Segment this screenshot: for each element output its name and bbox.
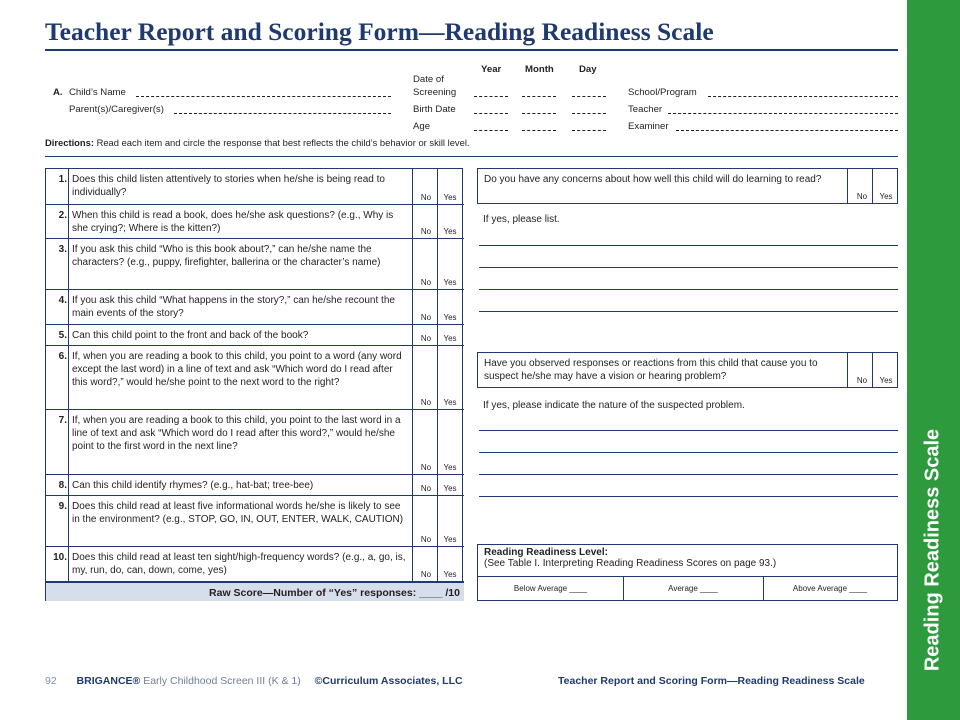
readiness-divider bbox=[478, 576, 897, 577]
title-rule bbox=[45, 49, 898, 51]
product-name: Early Childhood Screen III (K & 1) bbox=[140, 675, 301, 687]
write-line[interactable] bbox=[479, 267, 898, 268]
question-number: 6. bbox=[58, 351, 67, 362]
birth-month-field[interactable] bbox=[522, 113, 556, 114]
question-row bbox=[46, 496, 464, 547]
concern-vision-question: Have you observed responses or reactions from this child that cause you to suspect he/she may have a vision or hearing problem? bbox=[484, 358, 818, 382]
teacher-label: Teacher bbox=[628, 104, 663, 115]
age-month-field[interactable] bbox=[522, 130, 556, 131]
col-month: Month bbox=[525, 64, 554, 75]
answer-yes[interactable]: Yes bbox=[443, 334, 457, 343]
answer-no[interactable]: No bbox=[856, 376, 868, 385]
answer-no[interactable]: No bbox=[420, 463, 432, 472]
write-line[interactable] bbox=[479, 430, 898, 431]
answer-no[interactable]: No bbox=[420, 535, 432, 544]
answer-no[interactable]: No bbox=[420, 334, 432, 343]
childs-name-field[interactable] bbox=[136, 96, 391, 97]
answer-yes[interactable]: Yes bbox=[443, 484, 457, 493]
raw-score-band bbox=[46, 582, 464, 601]
question-row bbox=[46, 239, 464, 290]
parent-label: Parent(s)/Caregiver(s) bbox=[69, 104, 164, 115]
below-average-option[interactable]: Below Average ____ bbox=[513, 584, 588, 593]
write-line[interactable] bbox=[479, 311, 898, 312]
birth-day-field[interactable] bbox=[572, 113, 606, 114]
question-text: When this child is read a book, does he/she ask questions? (e.g., Why is she crying?; Where is the kitten?) bbox=[72, 210, 394, 234]
above-average-option[interactable]: Above Average ____ bbox=[792, 584, 868, 593]
examiner-label: Examiner bbox=[628, 121, 669, 132]
question-text: Does this child listen attentively to stories when he/she is being read to individually? bbox=[72, 174, 385, 198]
directions-label: Directions: bbox=[45, 137, 94, 148]
readiness-note: (See Table I. Interpreting Reading Readiness Scores on page 93.) bbox=[484, 558, 777, 569]
concern-no-divider bbox=[847, 169, 848, 203]
age-label: Age bbox=[413, 121, 431, 132]
question-text: Does this child read at least ten sight/high-frequency words? (e.g., a, go, is, my, run, do, can, down, come, yes) bbox=[72, 552, 406, 576]
answer-no[interactable]: No bbox=[420, 570, 432, 579]
question-row bbox=[46, 346, 464, 410]
raw-score-label[interactable]: Raw Score—Number of “Yes” responses: ____ /10 bbox=[209, 587, 460, 599]
age-day-field[interactable] bbox=[572, 130, 606, 131]
question-text: If, when you are reading a book to this child, you point to a word (any word except the last word) in a line of text and ask “Which word do I read after this word?,” would he/she point to the next word to the right? bbox=[72, 351, 402, 388]
screening-year-field[interactable] bbox=[474, 96, 508, 97]
parent-field[interactable] bbox=[174, 113, 391, 114]
write-line[interactable] bbox=[479, 496, 898, 497]
write-line[interactable] bbox=[479, 289, 898, 290]
questions-table bbox=[45, 168, 463, 601]
write-line[interactable] bbox=[479, 474, 898, 475]
section-letter: A. bbox=[53, 87, 63, 98]
question-number: 1. bbox=[58, 174, 67, 185]
concern-no-divider bbox=[847, 353, 848, 387]
question-text: If you ask this child “What happens in the story?,” can he/she recount the main events of the story? bbox=[72, 295, 395, 319]
write-line[interactable] bbox=[479, 452, 898, 453]
answer-no[interactable]: No bbox=[856, 192, 868, 201]
answer-yes[interactable]: Yes bbox=[443, 463, 457, 472]
copyright: ©Curriculum Associates, LLC bbox=[314, 675, 463, 687]
question-number: 10. bbox=[53, 552, 67, 563]
childs-name-label: Child’s Name bbox=[69, 87, 126, 98]
answer-no[interactable]: No bbox=[420, 313, 432, 322]
examiner-field[interactable] bbox=[676, 130, 898, 131]
question-row bbox=[46, 475, 464, 496]
answer-yes[interactable]: Yes bbox=[443, 313, 457, 322]
question-number: 7. bbox=[58, 415, 67, 426]
school-field[interactable] bbox=[708, 96, 898, 97]
age-year-field[interactable] bbox=[474, 130, 508, 131]
footer-title: Teacher Report and Scoring Form—Reading Readiness Scale bbox=[558, 675, 865, 687]
question-row bbox=[46, 290, 464, 325]
question-number: 5. bbox=[58, 330, 67, 341]
question-row bbox=[46, 205, 464, 239]
date-label-1: Date of bbox=[413, 74, 444, 85]
question-text: If you ask this child “Who is this book about?,” can he/she name the characters? (e.g., puppy, firefighter, ballerina or the character’s name) bbox=[72, 244, 381, 268]
screening-day-field[interactable] bbox=[572, 96, 606, 97]
question-text: Can this child identify rhymes? (e.g., hat-bat; tree-bee) bbox=[72, 480, 314, 491]
answer-yes[interactable]: Yes bbox=[879, 192, 893, 201]
write-line[interactable] bbox=[479, 245, 898, 246]
question-text: If, when you are reading a book to this child, you point to the last word in a line of text and ask “Which word do I read after this word?,” would he/she point to the first word in the next line? bbox=[72, 415, 401, 452]
question-row bbox=[46, 410, 464, 475]
question-row bbox=[46, 169, 464, 205]
directions-rule bbox=[45, 156, 898, 157]
question-text: Does this child read at least five informational words he/she is likely to see in the environment? (e.g., STOP, GO, IN, OUT, ENTER, WALK, CAUTION) bbox=[72, 501, 404, 525]
question-number: 2. bbox=[58, 210, 67, 221]
question-text: Can this child point to the front and back of the book? bbox=[72, 330, 309, 341]
question-number: 3. bbox=[58, 244, 67, 255]
answer-yes[interactable]: Yes bbox=[879, 376, 893, 385]
school-label: School/Program bbox=[628, 87, 697, 98]
col-year: Year bbox=[481, 64, 502, 75]
page-number: 92 bbox=[45, 675, 57, 687]
screening-month-field[interactable] bbox=[522, 96, 556, 97]
concern-vision-box bbox=[477, 352, 898, 388]
brand-name: BRIGANCE® bbox=[76, 675, 141, 687]
answer-no[interactable]: No bbox=[420, 398, 432, 407]
date-label-2: Screening bbox=[413, 87, 457, 98]
readiness-level-box bbox=[477, 544, 898, 601]
question-number: 9. bbox=[58, 501, 67, 512]
average-option[interactable]: Average ____ bbox=[668, 584, 718, 593]
concern-learning-question: Do you have any concerns about how well this child will do learning to read? bbox=[484, 174, 822, 185]
birth-date-label: Birth Date bbox=[413, 104, 456, 115]
question-row bbox=[46, 325, 464, 346]
answer-yes[interactable]: Yes bbox=[443, 535, 457, 544]
teacher-field[interactable] bbox=[668, 113, 898, 114]
footer bbox=[45, 675, 463, 687]
answer-no[interactable]: No bbox=[420, 193, 432, 202]
col-day: Day bbox=[579, 64, 597, 75]
readiness-heading: Reading Readiness Level: bbox=[484, 547, 608, 558]
answer-no[interactable]: No bbox=[420, 278, 432, 287]
concern-vision-prompt: If yes, please indicate the nature of the suspected problem. bbox=[483, 400, 745, 411]
page-title: Teacher Report and Scoring Form—Reading Readiness Scale bbox=[45, 17, 714, 46]
answer-yes[interactable]: Yes bbox=[443, 278, 457, 287]
concern-learning-prompt: If yes, please list. bbox=[483, 214, 560, 225]
answer-no[interactable]: No bbox=[420, 484, 432, 493]
answer-yes[interactable]: Yes bbox=[443, 227, 457, 236]
question-row bbox=[46, 547, 464, 582]
answer-yes[interactable]: Yes bbox=[443, 570, 457, 579]
answer-no[interactable]: No bbox=[420, 227, 432, 236]
birth-year-field[interactable] bbox=[474, 113, 508, 114]
question-number: 4. bbox=[58, 295, 67, 306]
answer-yes[interactable]: Yes bbox=[443, 398, 457, 407]
answer-yes[interactable]: Yes bbox=[443, 193, 457, 202]
question-number: 8. bbox=[58, 480, 67, 491]
concern-learning-box bbox=[477, 168, 898, 204]
side-tab-label: Reading Readiness Scale bbox=[921, 428, 944, 672]
directions bbox=[45, 137, 470, 148]
directions-text: Read each item and circle the response that best reflects the child’s behavior or skill level. bbox=[93, 137, 470, 148]
